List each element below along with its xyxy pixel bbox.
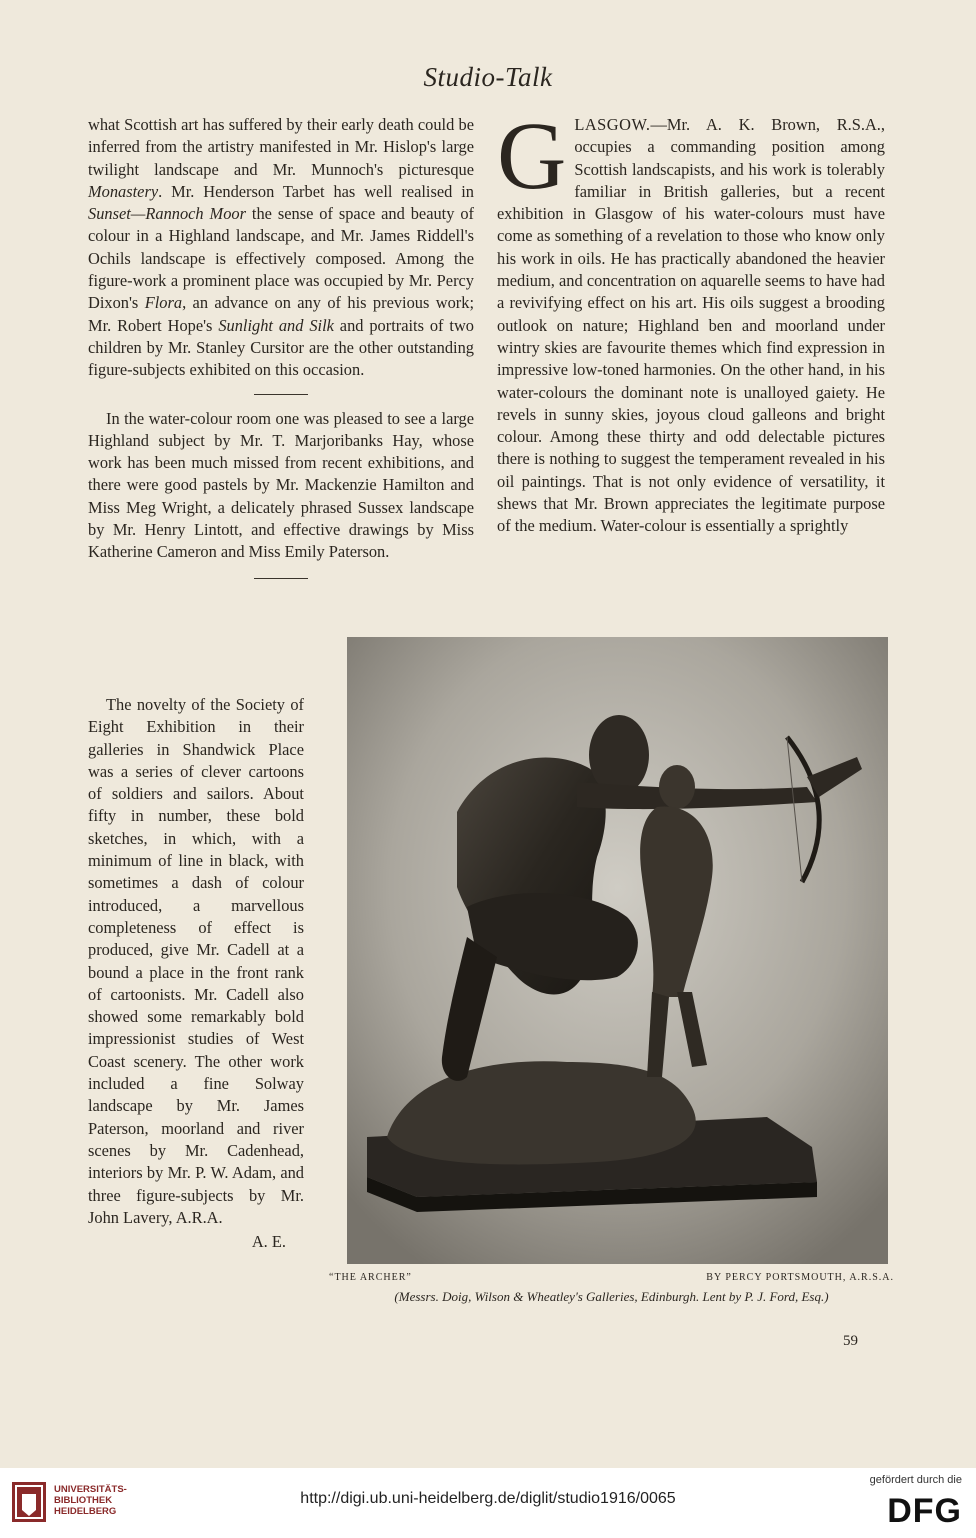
sculpture-illustration xyxy=(347,637,888,1264)
author-signature: A. E. xyxy=(251,1232,286,1252)
dfg-logo[interactable]: DFG xyxy=(887,1492,962,1530)
university-name[interactable]: UNIVERSITÄTS- BIBLIOTHEK HEIDELBERG xyxy=(54,1484,127,1517)
left-column xyxy=(88,114,474,592)
left-paragraph-1: what Scottish art has suffered by their early death could be inferred from the artistry manifested in Mr. Hislop's large twilight landscape and Mr. Munnoch's picturesque Monastery. Mr. Henderson Tarbet has well realised in Sunset—Rannoch Moor the sense of space and beauty of colour in a Highland landscape, and Mr. James Riddell's Ochils landscape is effectively composed. Among the figure-work a prominent place was occupied by Mr. Percy Dixon's Flora, an advance on any of his previous work; Mr. Robert Hope's Sunlight and Silk and portraits of two children by Mr. Stanley Cursitor are the other outstanding figure-subjects exhibited on this occasion. xyxy=(88,115,474,380)
figure-title: “THE ARCHER” xyxy=(329,1272,412,1283)
source-url-link[interactable]: http://digi.ub.uni-heidelberg.de/diglit/studio1916/0065 xyxy=(300,1490,676,1507)
drop-cap: G xyxy=(497,102,567,209)
page-number: 59 xyxy=(843,1333,858,1349)
section-divider xyxy=(254,578,308,579)
figure-caption xyxy=(329,1272,894,1305)
archer-sculpture-photo xyxy=(347,637,888,1264)
left-paragraph-2: In the water-colour room one was pleased to see a large Highland subject by Mr. T. Marjoribanks Hay, whose work has been much missed from recent exhibitions, and there were good pastels by Mr. Mackenzie Hamilton and Miss Meg Wright, a delicately phrased Sussex landscape by Mr. Henry Lintott, and effective drawings by Miss Katherine Cameron and Miss Emily Paterson. xyxy=(88,408,474,562)
running-header: Studio-Talk xyxy=(423,62,553,92)
funding-label: gefördert durch die xyxy=(869,1474,962,1486)
caption-title-row xyxy=(329,1272,894,1283)
right-paragraph: GLASGOW.—Mr. A. K. Brown, R.S.A., occupies a commanding position among Scottish landscapists, and his work is tolerably familiar in British galleries, but a recent exhibition in Glasgow of his water-colours must have come as something of a revelation to those who know only his work in oils. He has practically abandoned the heavier medium, and concentration on aquarelle seems to have had a revivifying effect on his art. His oils suggest a brooding outlook on nature; Highland ben and moorland under wintry skies are favourite themes which find expression in impressive low-toned harmonies. On the other hand, in his water-colours the dominant note is unalloyed gaiety. He revels in sunny skies, joyous cloud galleons and bright colour. Among these thirty and odd delectable pictures there is nothing to suggest the temperament revealed in his oil paintings. That is not only evidence of versatility, it shews that Mr. Brown appreciates the legitimate purpose of the medium. Water-colour is essentially a sprightly xyxy=(497,102,885,536)
narrow-column xyxy=(88,694,304,1253)
right-column xyxy=(497,102,885,538)
footer-bar xyxy=(0,1468,976,1538)
figure-artist: BY PERCY PORTSMOUTH, A.R.S.A. xyxy=(706,1272,894,1283)
narrow-paragraph: The novelty of the Society of Eight Exhibition in their galleries in Shandwick Place was a series of clever cartoons of soldiers and sailors. About fifty in number, these bold sketches, in which, with a minimum of line in black, with sometimes a dash of colour introduced, a marvellous completeness of effect is produced, give Mr. Cadell at a bound a place in the front rank of cartoonists. Mr. Cadell also showed some remarkably bold impressionist studies of West Coast scenery. The other work included a fine Solway landscape by Mr. James Paterson, moorland and river scenes by Mr. Cadenhead, interiors by Mr. P. W. Adam, and three figure-subjects by Mr. John Lavery, A.R.A. xyxy=(88,695,304,1227)
section-divider xyxy=(254,394,308,395)
figure-credit: (Messrs. Doig, Wilson & Wheatley's Galleries, Edinburgh. Lent by P. J. Ford, Esq.) xyxy=(394,1289,829,1304)
